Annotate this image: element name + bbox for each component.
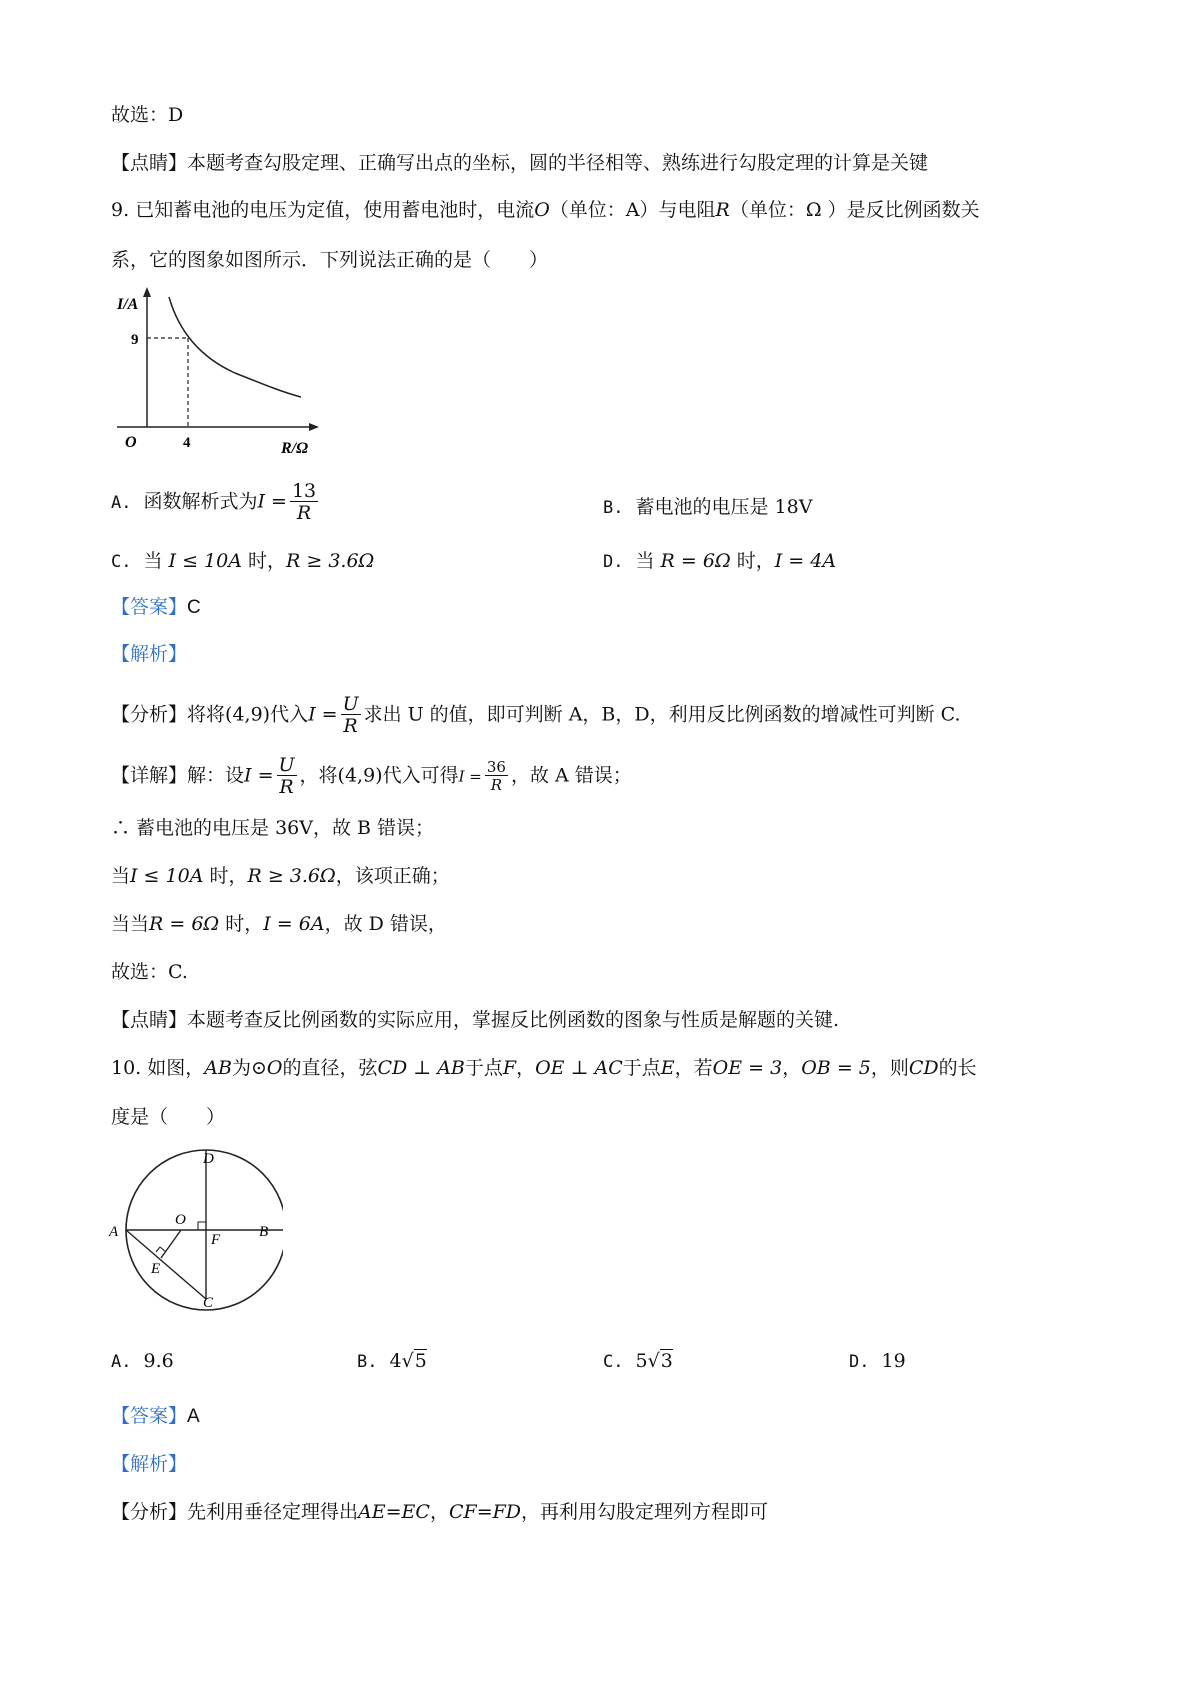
q9-xiangjie-part3: 代入可得 [382, 764, 459, 787]
q9-graph-origin: O [125, 434, 137, 451]
q9-xiangjie-fraction2 [485, 760, 508, 793]
q9-step2-text2: 时， [209, 865, 248, 887]
q9-option-d-expr2: I = 4A [774, 550, 837, 572]
q9-graph [105, 285, 325, 460]
q10-analysis-tag: 【解析】 [111, 1453, 188, 1475]
q9-option-c-expr1: I ≤ 10A [168, 550, 242, 572]
q9-xiangjie-lhs: I = [244, 764, 274, 787]
q9-option-b-label: B. [603, 498, 624, 518]
q10-e3: CD ⊥ AB [377, 1057, 465, 1079]
q10-s7: ，若 [674, 1057, 713, 1079]
q9-xiangjie-part4: ，故 A 错误； [510, 764, 632, 787]
q10-option-a-label: A. [111, 1352, 132, 1372]
q9-xiangjie [111, 756, 632, 797]
q9-option-d-text1: 当 [635, 550, 655, 572]
q10-answer-tag: 【答案】 [111, 1405, 188, 1427]
q10-figure [103, 1143, 283, 1313]
q10-label-f: F [211, 1232, 221, 1248]
q10-e6: E [660, 1057, 675, 1079]
q9-var-o: O [534, 199, 550, 221]
q9-conclusion: 故选：C. [111, 961, 188, 983]
q10-e8: OB = 5 [801, 1057, 871, 1079]
q9-step2-text3: ，该项正确； [335, 865, 450, 887]
q9-fenxi-num: U [342, 693, 359, 715]
q10-option-c-label: C. [603, 1352, 624, 1372]
q10-s8: ， [782, 1057, 802, 1079]
q10-stem-line1 [111, 1055, 977, 1081]
q10-right-angle-f [198, 1222, 206, 1230]
q9-step1: ∴ 蓄电池的电压是 36V，故 B 错误； [111, 817, 435, 839]
q9-answer [111, 594, 201, 621]
q10-fenxi-expr1: AE=EC [358, 1501, 430, 1523]
q9-step2 [111, 863, 450, 889]
q9-fenxi-tag: 【分析】 [111, 703, 188, 726]
q10-option-d [849, 1348, 906, 1375]
q10-number: 10. [111, 1057, 142, 1079]
q10-option-c-root-sign: √ [647, 1350, 660, 1372]
q9-fenxi-part1: 将将 [187, 703, 226, 726]
q10-fenxi-part2: ， [429, 1501, 449, 1523]
q10-chord-ac [126, 1230, 206, 1299]
q9-option-a-den: R [290, 501, 318, 523]
q9-fenxi-lhs: I = [308, 703, 338, 726]
q9-option-a-num: 13 [291, 480, 317, 502]
q10-label-a: A [109, 1224, 119, 1240]
q10-option-b [357, 1348, 427, 1375]
q10-answer-value: A [187, 1406, 200, 1427]
q10-option-a-text: 9.6 [143, 1350, 174, 1372]
q9-graph-x-arrow [309, 423, 319, 431]
q10-e1: AB [204, 1057, 232, 1079]
q10-label-e: E [151, 1261, 161, 1277]
q10-option-b-root-sign: √ [401, 1350, 414, 1372]
q10-s3: 的直径，弦 [282, 1057, 378, 1079]
q9-xiangjie-point: (4,9) [337, 764, 383, 787]
q9-step3-text1: 当当 [111, 913, 150, 935]
q10-option-b-radicand: 5 [414, 1350, 427, 1372]
q10-s4: 于点 [464, 1057, 503, 1079]
q10-s10: 的长 [938, 1057, 977, 1079]
prev-comment: 【点睛】本题考查勾股定理、正确写出点的坐标，圆的半径相等、熟练进行勾股定理的计算是关键 [111, 152, 929, 174]
q9-comment: 【点睛】本题考查反比例函数的实际应用，掌握反比例函数的图象与性质是解题的关键. [111, 1009, 840, 1031]
q9-stem-part2: （单位：A）与电阻 [549, 199, 716, 221]
q10-s5: ， [516, 1057, 536, 1079]
q9-stem-part3: （单位：Ω ）是反比例函数关 [729, 199, 980, 221]
q9-stem-part1: 已知蓄电池的电压为定值，使用蓄电池时，电流 [135, 199, 535, 221]
q10-fenxi [111, 1499, 768, 1525]
q9-fenxi-fraction [341, 695, 361, 736]
q9-option-a-text: 函数解析式为 [143, 490, 258, 513]
q10-e9: CD [908, 1057, 939, 1079]
q10-stem-line2: 度是（ ） [111, 1106, 226, 1128]
q9-step3-text2: 时， [225, 913, 264, 935]
q9-step3-expr1: R = 6Ω [149, 913, 220, 935]
q9-xiangjie-fraction [277, 756, 297, 797]
q9-stem-line1 [111, 197, 980, 223]
q10-option-b-coef: 4 [389, 1350, 402, 1372]
q9-option-c-label: C. [111, 552, 132, 572]
q9-xiangjie-tag: 【详解】 [111, 764, 188, 787]
q9-option-c-expr2: R ≥ 3.6Ω [286, 550, 375, 572]
q10-e4: F [502, 1057, 517, 1079]
q9-step2-text1: 当 [111, 865, 131, 887]
q9-option-a [111, 482, 321, 523]
q9-answer-tag: 【答案】 [111, 596, 188, 618]
q9-fenxi-part2: 代入 [270, 703, 309, 726]
q9-step3-expr2: I = 6A [263, 913, 325, 935]
q9-option-b-text: 蓄电池的电压是 18V [635, 496, 813, 518]
q10-s6: 于点 [622, 1057, 661, 1079]
q10-label-b: B [259, 1224, 269, 1240]
q10-fenxi-tag: 【分析】 [111, 1501, 188, 1523]
q10-fenxi-expr2: CF=FD [448, 1501, 522, 1523]
q9-option-a-lhs: I = [257, 490, 287, 513]
q9-graph-y-arrow [143, 287, 151, 297]
q10-s9: ，则 [870, 1057, 909, 1079]
q10-e2: O [266, 1057, 283, 1079]
q9-analysis-tag: 【解析】 [111, 643, 188, 665]
q10-e7: OE = 3 [712, 1057, 783, 1079]
q9-xiangjie-den2: R [485, 775, 508, 793]
q10-s1: 如图， [147, 1057, 205, 1079]
q9-step2-expr1: I ≤ 10A [130, 865, 204, 887]
q9-option-c [111, 548, 374, 575]
q9-graph-x-label: R/Ω [281, 440, 309, 457]
q10-s2: 为⊙ [231, 1057, 267, 1079]
q10-option-d-label: D. [849, 1352, 870, 1372]
q10-e5: OE ⊥ AC [535, 1057, 623, 1079]
q9-graph-x-tick: 4 [183, 435, 191, 451]
q9-fenxi-den: R [341, 714, 361, 736]
q9-option-a-fraction [290, 482, 318, 523]
q9-var-r: R [715, 199, 730, 221]
q10-option-b-label: B. [357, 1352, 378, 1372]
q9-xiangjie-num: U [278, 754, 295, 776]
q10-option-d-text: 19 [881, 1350, 906, 1372]
q10-label-c: C [203, 1295, 214, 1311]
q9-number: 9. [111, 199, 130, 221]
q9-step3 [111, 911, 447, 937]
q9-option-a-label: A. [111, 492, 132, 513]
q9-option-d-text2: 时， [736, 550, 775, 572]
q9-option-c-text1: 当 [143, 550, 163, 572]
q9-fenxi-point: (4,9) [225, 703, 271, 726]
q10-option-c [603, 1348, 673, 1375]
q9-stem-line2: 系，它的图象如图所示．下列说法正确的是（ ） [111, 249, 549, 271]
q10-option-c-radicand: 3 [660, 1350, 673, 1372]
q9-fenxi [111, 695, 961, 736]
q10-fenxi-part3: ，再利用勾股定理列方程即可 [521, 1501, 769, 1523]
q10-label-o: O [175, 1212, 186, 1228]
q9-option-d-label: D. [603, 552, 624, 572]
q10-label-d: D [203, 1151, 214, 1167]
q10-option-c-coef: 5 [635, 1350, 648, 1372]
q9-xiangjie-den: R [277, 775, 297, 797]
q9-fenxi-part3: 求出 U 的值，即可判断 A，B，D，利用反比例函数的增减性可判断 C. [363, 703, 961, 726]
q10-option-a [111, 1348, 174, 1375]
q9-option-c-text2: 时， [248, 550, 287, 572]
q10-answer [111, 1403, 200, 1430]
q9-graph-curve [169, 297, 301, 397]
q9-graph-y-tick: 9 [131, 332, 139, 348]
q9-step2-expr2: R ≥ 3.6Ω [247, 865, 336, 887]
q9-option-d [603, 548, 836, 575]
q9-option-b [603, 494, 812, 521]
q9-answer-value: C [187, 597, 201, 618]
q9-xiangjie-part2: ，将 [299, 764, 338, 787]
q9-xiangjie-num2: 36 [486, 758, 506, 776]
q9-option-d-expr1: R = 6Ω [660, 550, 731, 572]
q10-fenxi-part1: 先利用垂径定理得出 [187, 1501, 359, 1523]
q10-right-angle-e [156, 1247, 166, 1252]
prev-conclusion: 故选：D [111, 104, 184, 126]
q9-xiangjie-lhs2: I = [458, 767, 482, 786]
q9-xiangjie-part1: 解：设 [187, 764, 245, 787]
q9-graph-y-label: I/A [117, 296, 139, 313]
q9-step3-text3: ，故 D 错误， [324, 913, 447, 935]
q10-segment-oe [161, 1230, 181, 1258]
